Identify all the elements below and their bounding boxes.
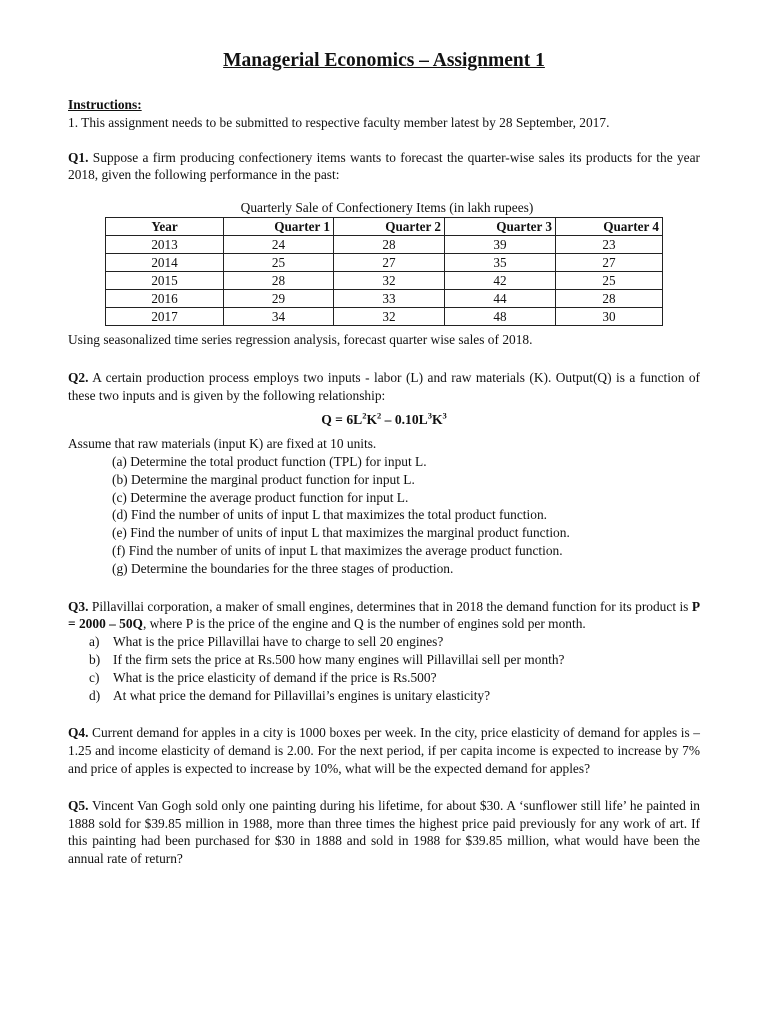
q2-body: A certain production process employs two inputs - labor (L) and raw materials (K). Output(Q) is a function of these two inputs and is given by the following relationship: xyxy=(68,369,701,403)
table-cell: 34 xyxy=(224,307,334,325)
table-cell: 39 xyxy=(445,235,556,253)
instructions-heading: Instructions: xyxy=(68,97,142,112)
q1-label: Q1. xyxy=(68,149,89,165)
list-item: (e) Find the number of units of input L that maximizes the marginal product function. xyxy=(112,525,570,541)
formula-part: K xyxy=(431,412,443,428)
table-row xyxy=(106,253,663,271)
col-header: Quarter 4 xyxy=(556,217,663,235)
question-1 xyxy=(68,149,700,349)
item-text: What is the price Pillavillai have to charge to sell 20 engines? xyxy=(113,634,444,650)
q2-label: Q2. xyxy=(68,369,89,385)
table-cell: 25 xyxy=(224,253,334,271)
formula-part: K xyxy=(366,412,378,428)
page-title: Managerial Economics – Assignment 1 xyxy=(223,50,545,71)
col-header: Year xyxy=(106,217,224,235)
table-row xyxy=(106,307,663,325)
q3-text xyxy=(68,598,700,634)
q1-text xyxy=(68,149,700,185)
table-cell: 29 xyxy=(224,289,334,307)
item-text: If the firm sets the price at Rs.500 how many engines will Pillavillai sell per month? xyxy=(113,651,565,667)
item-label: d) xyxy=(89,687,101,703)
item-label: a) xyxy=(89,634,100,650)
q2-subquestions xyxy=(68,453,700,578)
table-caption: Quarterly Sale of Confectionery Items (in lakh rupees) xyxy=(240,200,534,216)
table-cell: 27 xyxy=(556,253,663,271)
item-text: What is the price elasticity of demand if the price is Rs.500? xyxy=(113,669,437,685)
table-cell: 28 xyxy=(556,289,663,307)
item-label: c) xyxy=(89,669,100,685)
sales-table xyxy=(105,217,663,326)
list-item: (d) Find the number of units of input L that maximizes the total product function. xyxy=(112,507,547,523)
list-item: (f) Find the number of units of input L that maximizes the average product function. xyxy=(112,542,563,558)
list-item: (a) Determine the total product function (TPL) for input L. xyxy=(112,453,427,469)
table-header-row xyxy=(106,217,663,235)
table-cell: 2015 xyxy=(106,271,224,289)
question-4 xyxy=(68,724,700,777)
item-label: b) xyxy=(89,651,101,667)
demand-function: P = 2000 – 50Q xyxy=(68,598,700,632)
q4-body: Current demand for apples in a city is 1000 boxes per week. In the city, price elasticity of demand for apples is –1.25 and income elasticity of demand is 2.00. For the next period, if per capita income is expected to increase by 7% and price of apples is expected to increase by 10%, what will be the expected demand for apples? xyxy=(68,725,700,776)
table-cell: 28 xyxy=(334,235,445,253)
q3-body-end: , where P is the price of the engine and Q is the number of engines sold per month. xyxy=(142,616,586,632)
list-item: (b) Determine the marginal product function for input L. xyxy=(112,471,415,487)
instructions-text: 1. This assignment needs to be submitted to respective faculty member latest by 28 September, 2017. xyxy=(68,114,610,130)
formula-exponent: 2 xyxy=(362,410,367,421)
q5-label: Q5. xyxy=(68,797,89,813)
q4-text xyxy=(68,724,700,777)
table-cell: 24 xyxy=(224,235,334,253)
table-cell: 30 xyxy=(556,307,663,325)
table-cell: 33 xyxy=(334,289,445,307)
q5-text xyxy=(68,797,700,868)
q3-body-start: Pillavillai corporation, a maker of small engines, determines that in 2018 the demand function for its product is xyxy=(91,598,692,614)
formula-part: Q = 6L xyxy=(321,412,363,428)
table-cell: 35 xyxy=(445,253,556,271)
col-header: Quarter 2 xyxy=(334,217,445,235)
formula-exponent: 2 xyxy=(377,410,382,421)
table-row xyxy=(106,235,663,253)
table-cell: 23 xyxy=(556,235,663,253)
col-header: Quarter 3 xyxy=(445,217,556,235)
table-row xyxy=(106,271,663,289)
formula-part: – 0.10L xyxy=(381,412,428,428)
q4-label: Q4. xyxy=(68,725,89,741)
list-item: (c) Determine the average product function for input L. xyxy=(112,489,409,505)
q3-label: Q3. xyxy=(68,598,89,614)
q1-closing: Using seasonalized time series regression analysis, forecast quarter wise sales of 2018. xyxy=(68,331,533,347)
item-text: At what price the demand for Pillavillai’s engines is unitary elasticity? xyxy=(113,687,491,703)
table-cell: 25 xyxy=(556,271,663,289)
table-cell: 32 xyxy=(334,307,445,325)
question-3 xyxy=(68,598,700,705)
q1-body: Suppose a firm producing confectionery items wants to forecast the quarter-wise sales its products for the year 2018, given the following performance in the past: xyxy=(68,149,700,183)
assignment-page xyxy=(68,48,700,868)
list-item: (g) Determine the boundaries for the three stages of production. xyxy=(112,560,454,576)
question-5 xyxy=(68,797,700,868)
formula-exponent: 3 xyxy=(442,410,447,421)
table-cell: 44 xyxy=(445,289,556,307)
table-cell: 2013 xyxy=(106,235,224,253)
table-cell: 28 xyxy=(224,271,334,289)
list-item xyxy=(89,651,700,669)
q2-assumption: Assume that raw materials (input K) are fixed at 10 units. xyxy=(68,436,377,452)
list-item xyxy=(89,669,700,687)
table-cell: 2017 xyxy=(106,307,224,325)
q5-body: Vincent Van Gogh sold only one painting during his lifetime, for about $30. A ‘sunflower still life’ he painted in 1888 sold for $39.85 million in 1988, more than three times the highest price paid previously for any work of art. If this painting had been purchased for $30 in 1888 and sold in 1988 for $39.85 million, what would have been the annual rate of return? xyxy=(68,797,700,867)
q3-subquestions xyxy=(68,633,700,704)
table-cell: 32 xyxy=(334,271,445,289)
list-item xyxy=(89,633,700,651)
table-cell: 42 xyxy=(445,271,556,289)
question-2 xyxy=(68,369,700,578)
table-row xyxy=(106,289,663,307)
formula-exponent: 3 xyxy=(427,410,432,421)
col-header: Quarter 1 xyxy=(224,217,334,235)
q2-text xyxy=(68,369,700,405)
production-formula xyxy=(68,411,700,429)
list-item xyxy=(89,687,700,705)
table-cell: 2016 xyxy=(106,289,224,307)
table-cell: 27 xyxy=(334,253,445,271)
table-cell: 2014 xyxy=(106,253,224,271)
table-cell: 48 xyxy=(445,307,556,325)
